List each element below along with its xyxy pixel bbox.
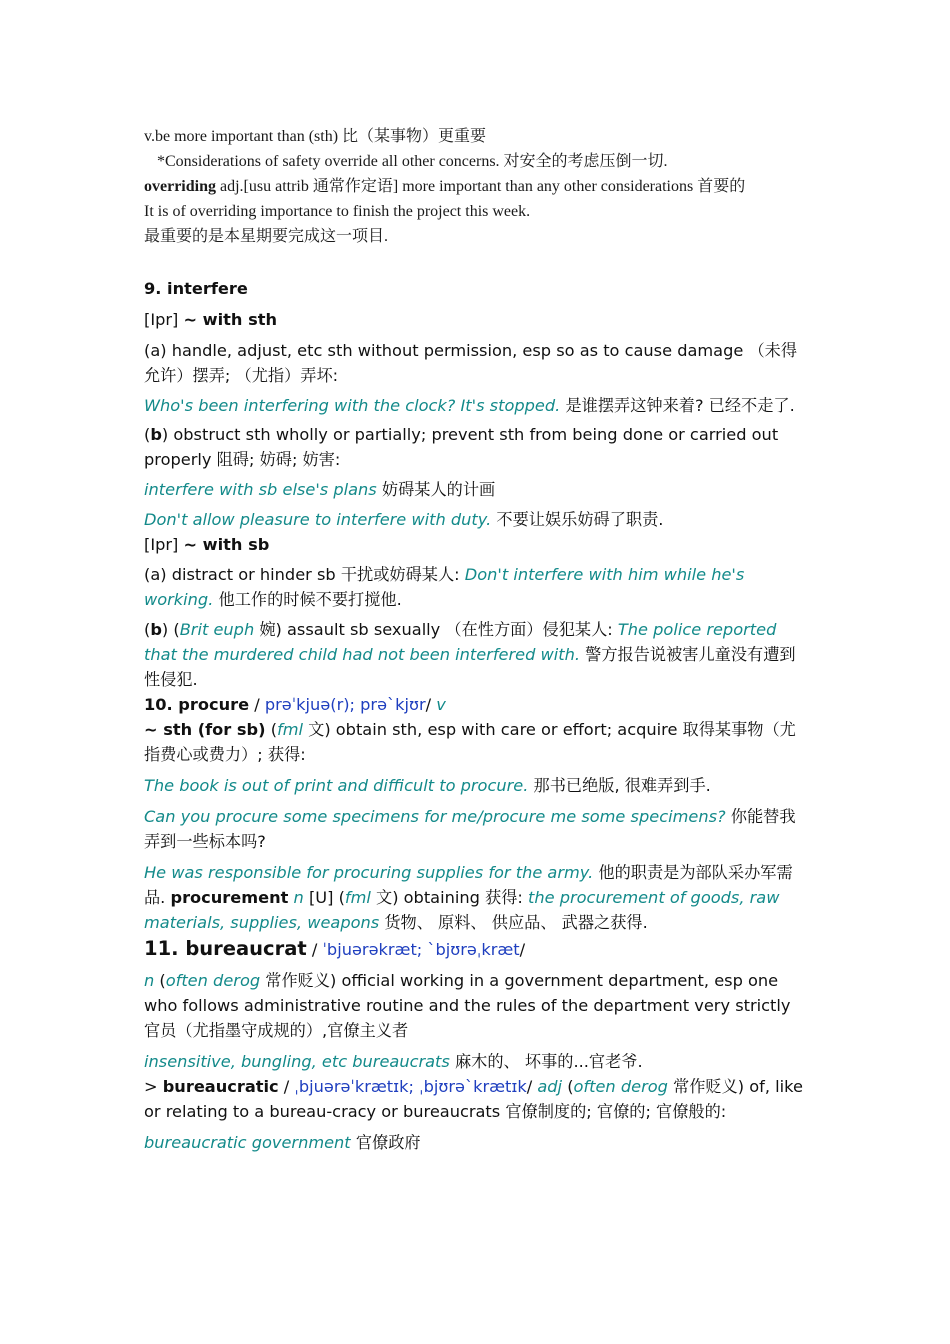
paren: ) (	[161, 620, 180, 639]
usage-label: often derog	[165, 971, 261, 990]
example-sentence	[144, 507, 806, 532]
slash: /	[278, 1077, 295, 1096]
sense-letter: b	[150, 425, 162, 444]
paren: (	[154, 971, 166, 990]
entry-title: 9. interfere	[144, 279, 248, 298]
sense-letter: b	[150, 620, 162, 639]
grammar-pattern	[144, 307, 806, 332]
usage-label: fml	[344, 888, 371, 907]
example-sentence	[144, 477, 806, 502]
example-text: He was responsible for procuring supplies for the army.	[144, 863, 594, 882]
entry-title-line	[144, 692, 806, 717]
paren: (	[562, 1077, 574, 1096]
example-text: Can you procure some specimens for me/procure me some specimens?	[144, 807, 726, 826]
definition-text: ) obstruct sth wholly or partially; prevent sth from being done or carried out properly 阻碍; 妨碍; 妨害:	[144, 425, 779, 469]
slash: /	[526, 1077, 538, 1096]
paren: (	[144, 620, 151, 639]
example-translation: 麻木的、 坏事的...官老爷.	[449, 1052, 643, 1071]
paren: (	[144, 425, 151, 444]
slash: /	[425, 695, 437, 714]
headword-overriding: overriding	[144, 178, 216, 195]
example-translation: 不要让娱乐妨碍了职责.	[491, 510, 664, 529]
derivative-line	[144, 174, 806, 199]
example-text: The book is out of print and difficult to procure.	[144, 776, 529, 795]
example-text: bureaucratic government	[144, 1133, 351, 1152]
example-text: insensitive, bungling, etc bureaucrats	[144, 1052, 450, 1071]
example-text: The police reported that the murdered child had not been interfered with.	[144, 620, 777, 664]
example-translation: 是谁摆弄这钟来着? 已经不走了.	[560, 396, 795, 415]
entry-title: 11. bureaucrat	[144, 937, 307, 960]
example-sentence	[144, 773, 806, 798]
definition-text: 文) obtaining 获得:	[370, 888, 529, 907]
phonetic: prəˈkjuə(r); prə`kjʊr	[264, 695, 426, 714]
sense-definition	[144, 422, 806, 472]
sense-definition: (a) handle, adjust, etc sth without permission, esp so as to cause damage （未得允许）摆弄; （尤指）弄坏:	[144, 341, 798, 385]
pattern-bold: ~ sth (for sb)	[144, 720, 266, 739]
usage-label: fml	[277, 720, 303, 739]
pattern-bold: ~ with sth	[183, 310, 277, 329]
definition-text: 常作贬义) of, like or relating to a bureau-cracy or bureaucrats 官僚制度的; 官僚的; 官僚般的:	[144, 1077, 803, 1121]
document-page	[144, 124, 806, 1155]
slash: /	[519, 940, 526, 959]
definition-text: 常作贬义) official working in a government department, esp one who follows administrative routine and the rules of the department very strictly 官员（尤指墨守成规的）,官僚主义者	[144, 971, 791, 1040]
usage-label: often derog	[573, 1077, 668, 1096]
example-sentence	[144, 804, 806, 854]
example-line: It is of overriding importance to finish the project this week.	[144, 203, 531, 220]
slash: /	[249, 695, 265, 714]
phonetic: ˌbjuərəˈkrætɪk; ˌbjʊrə`krætɪk	[294, 1077, 527, 1096]
definition-text: 文) obtain sth, esp with care or effort; acquire 取得某事物（尤指费心或费力）; 获得:	[144, 720, 796, 764]
headword-bureaucratic: bureaucratic	[162, 1077, 279, 1096]
example-text: Don't allow pleasure to interfere with duty.	[144, 510, 492, 529]
example-translation: 官僚政府	[350, 1133, 421, 1152]
paren: (	[265, 720, 278, 739]
slash: /	[306, 940, 323, 959]
grammar-pattern	[144, 532, 806, 557]
part-of-speech: n	[293, 888, 304, 907]
entry-interfere	[144, 276, 806, 692]
translation-line: 最重要的是本星期要完成这一项目.	[144, 228, 389, 245]
sense-definition	[144, 562, 806, 612]
sense-definition	[144, 617, 806, 692]
top-section	[144, 124, 806, 249]
part-of-speech: n	[144, 971, 155, 990]
example-sentence	[144, 860, 806, 935]
example-translation: 妨碍某人的计画	[376, 480, 496, 499]
pattern-code: [Ipr]	[144, 310, 184, 329]
entry-bureaucrat	[144, 935, 806, 1155]
example-text: Don't interfere with him while he's working.	[144, 565, 745, 609]
entry-procure	[144, 692, 806, 935]
definition-text: 婉) assault sb sexually （在性方面）侵犯某人:	[254, 620, 618, 639]
part-of-speech: v	[436, 695, 446, 714]
part-of-speech: adj	[537, 1077, 563, 1096]
pattern-bold: ~ with sb	[183, 535, 270, 554]
definition-line: v.be more important than (sth) 比（某事物）更重要	[144, 128, 487, 145]
pattern-code: [Ipr]	[144, 535, 184, 554]
example-sentence	[144, 1049, 806, 1074]
example-text: the procurement of goods, raw materials, supplies, weapons	[144, 888, 780, 932]
example-text: Who's been interfering with the clock? It's stopped.	[144, 396, 561, 415]
example-translation: 他的职责是为部队采办军需品.	[144, 863, 793, 907]
sense-definition	[144, 717, 806, 767]
example-text: interfere with sb else's plans	[144, 480, 377, 499]
usage-label: Brit euph	[179, 620, 255, 639]
example-translation: 你能替我弄到一些标本吗?	[144, 807, 796, 851]
headword-procurement: procurement	[170, 888, 289, 907]
example-sentence	[144, 1130, 806, 1155]
phonetic: ˈbjuərəkræt; `bjʊrəˌkræt	[322, 940, 520, 959]
example-translation: 他工作的时候不要打搅他.	[213, 590, 402, 609]
example-sentence	[144, 393, 806, 418]
definition-text: adj.[usu attrib 通常作定语] more important than any other considerations 首要的	[216, 178, 746, 195]
sense-definition	[144, 968, 806, 1043]
example-translation: 货物、 原料、 供应品、 武器之获得.	[379, 913, 648, 932]
derivative-line	[144, 1074, 806, 1124]
grammar-code: [U] (	[303, 888, 345, 907]
example-line: *Considerations of safety override all other concerns. 对安全的考虑压倒一切.	[157, 153, 668, 170]
example-translation: 警方报告说被害儿童没有遭到性侵犯.	[144, 645, 796, 689]
entry-title: 10. procure	[144, 695, 250, 714]
entry-title-line	[144, 935, 806, 964]
example-translation: 那书已绝版, 很难弄到手.	[528, 776, 711, 795]
arrow: >	[144, 1077, 163, 1096]
definition-text: (a) distract or hinder sb 干扰或妨碍某人:	[144, 565, 465, 584]
